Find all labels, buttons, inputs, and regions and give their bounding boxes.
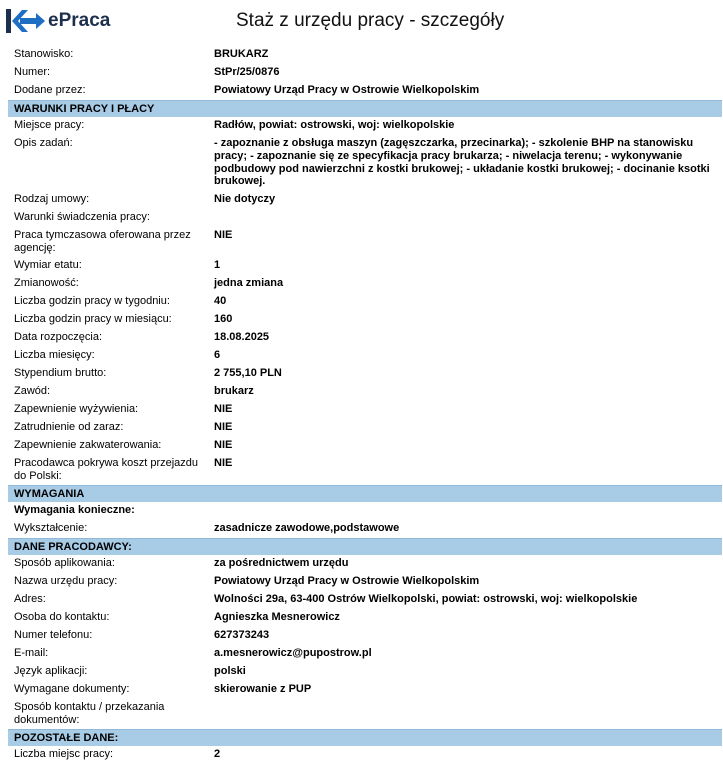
field-label: Liczba miejsc pracy: bbox=[14, 748, 114, 760]
field-label: Liczba miesięcy: bbox=[14, 349, 95, 361]
logo-text: ePraca bbox=[48, 10, 111, 31]
field-value: skierowanie z PUP bbox=[214, 683, 312, 695]
field-value: NIE bbox=[214, 439, 233, 451]
row-zmianowosc bbox=[8, 275, 722, 293]
field-label: Sposób kontaktu / przekazania dokumentów: bbox=[14, 701, 165, 726]
field-value: 2 bbox=[214, 748, 221, 760]
field-value: StPr/25/0876 bbox=[214, 66, 280, 78]
row-numer bbox=[8, 64, 722, 82]
field-label: Stypendium brutto: bbox=[14, 367, 107, 379]
field-label: Osoba do kontaktu: bbox=[14, 611, 110, 623]
row-liczba-miesiecy bbox=[8, 347, 722, 365]
row-godziny-tydzien bbox=[8, 293, 722, 311]
field-value: 6 bbox=[214, 349, 221, 361]
field-value: 627373243 bbox=[214, 629, 270, 641]
field-value: - zapoznanie z obsługa maszyn (zagęszczarka, przecinarka); - szkolenie BHP na stanowisku pracy; - zapoznanie się ze specyfikacja pracy brukarza; - niwelacja terenu; - wykonywanie podbudowy pod nawierzchni z kostki brukowej; - układanie kostki brukowej; - docinanie ksotki brukowej. bbox=[214, 137, 710, 188]
field-value: Powiatowy Urząd Pracy w Ostrowie Wielkopolskim bbox=[214, 84, 480, 96]
field-value: za pośrednictwem urzędu bbox=[214, 557, 349, 569]
row-zatrudnienie-od-zaraz bbox=[8, 419, 722, 437]
field-label: Miejsce pracy: bbox=[14, 119, 85, 131]
field-label: Liczba godzin pracy w tygodniu: bbox=[14, 295, 170, 307]
field-value: polski bbox=[214, 665, 246, 677]
field-value: zasadnicze zawodowe,podstawowe bbox=[214, 522, 400, 534]
field-value: Agnieszka Mesnerowicz bbox=[214, 611, 340, 623]
row-dodane-przez bbox=[8, 82, 722, 100]
field-label: E-mail: bbox=[14, 647, 49, 659]
field-label: Zmianowość: bbox=[14, 277, 79, 289]
field-value: 1 bbox=[214, 259, 221, 271]
field-label: Zapewnienie zakwaterowania: bbox=[14, 439, 162, 451]
offer-details bbox=[8, 46, 722, 764]
row-wyksztalcenie bbox=[8, 520, 722, 538]
epraca-logo-icon bbox=[6, 8, 46, 34]
field-label: Liczba godzin pracy w miesiącu: bbox=[14, 313, 172, 325]
row-stypendium bbox=[8, 365, 722, 383]
field-label: Zawód: bbox=[14, 385, 51, 397]
field-value: NIE bbox=[214, 403, 233, 415]
field-value: Wolności 29a, 63-400 Ostrów Wielkopolski, powiat: ostrowski, woj: wielkopolskie bbox=[214, 593, 638, 605]
field-label: Wymagane dokumenty: bbox=[14, 683, 130, 695]
field-value: NIE bbox=[214, 229, 233, 241]
field-label: Sposób aplikowania: bbox=[14, 557, 115, 569]
field-value: 18.08.2025 bbox=[214, 331, 270, 343]
row-sposob-kontaktu bbox=[8, 699, 722, 729]
field-label: Wymiar etatu: bbox=[14, 259, 82, 271]
field-label: Praca tymczasowa oferowana przez agencję: bbox=[14, 229, 191, 254]
row-jezyk bbox=[8, 663, 722, 681]
section-header-wymagania: WYMAGANIA bbox=[8, 485, 722, 502]
field-value: 40 bbox=[214, 295, 227, 307]
field-label: Stanowisko: bbox=[14, 48, 74, 60]
section-header-warunki: WARUNKI PRACY I PŁACY bbox=[8, 100, 722, 117]
field-label: Język aplikacji: bbox=[14, 665, 88, 677]
field-label: Nazwa urzędu pracy: bbox=[14, 575, 118, 587]
row-praca-tymczasowa bbox=[8, 227, 722, 257]
row-sposob-aplikowania bbox=[8, 555, 722, 573]
section-header-pozostale: POZOSTAŁE DANE: bbox=[8, 729, 722, 746]
field-value: 2 755,10 PLN bbox=[214, 367, 282, 379]
field-label: Numer: bbox=[14, 66, 51, 78]
field-value: NIE bbox=[214, 457, 233, 469]
field-label: Zapewnienie wyżywienia: bbox=[14, 403, 139, 415]
row-zakwaterowanie bbox=[8, 437, 722, 455]
row-opis-zadan bbox=[8, 135, 722, 191]
epraca-logo[interactable] bbox=[6, 8, 116, 36]
field-value: Radłów, powiat: ostrowski, woj: wielkopolskie bbox=[214, 119, 455, 131]
row-wymagania-konieczne bbox=[8, 502, 722, 520]
field-value: NIE bbox=[214, 421, 233, 433]
field-value: brukarz bbox=[214, 385, 254, 397]
field-label: Wykształcenie: bbox=[14, 522, 88, 534]
field-value: Nie dotyczy bbox=[214, 193, 276, 205]
row-telefon bbox=[8, 627, 722, 645]
page-title: Staż z urzędu pracy - szczegóły bbox=[236, 10, 505, 31]
field-value: BRUKARZ bbox=[214, 48, 269, 60]
field-label: Opis zadań: bbox=[14, 137, 73, 149]
row-miejsce-pracy bbox=[8, 117, 722, 135]
row-liczba-miejsc bbox=[8, 746, 722, 764]
field-label: Dodane przez: bbox=[14, 84, 86, 96]
email-link[interactable]: a.mesnerowicz@pupostrow.pl bbox=[214, 647, 372, 659]
row-nazwa-urzedu bbox=[8, 573, 722, 591]
row-koszt-przejazdu bbox=[8, 455, 722, 485]
row-wymiar-etatu bbox=[8, 257, 722, 275]
row-wymagane-dokumenty bbox=[8, 681, 722, 699]
field-label: Adres: bbox=[14, 593, 46, 605]
field-label: Warunki świadczenia pracy: bbox=[14, 211, 150, 223]
field-label: Data rozpoczęcia: bbox=[14, 331, 103, 343]
field-value: 160 bbox=[214, 313, 233, 325]
subheading: Wymagania konieczne: bbox=[14, 504, 135, 516]
section-header-pracodawca: DANE PRACODAWCY: bbox=[8, 538, 722, 555]
field-value: Powiatowy Urząd Pracy w Ostrowie Wielkopolskim bbox=[214, 575, 480, 587]
field-label: Pracodawca pokrywa koszt przejazdu do Polski: bbox=[14, 457, 199, 482]
field-label: Rodzaj umowy: bbox=[14, 193, 90, 205]
row-zawod bbox=[8, 383, 722, 401]
field-label: Numer telefonu: bbox=[14, 629, 93, 641]
field-label: Zatrudnienie od zaraz: bbox=[14, 421, 124, 433]
page-header bbox=[0, 0, 723, 44]
row-adres bbox=[8, 591, 722, 609]
row-godziny-miesiac bbox=[8, 311, 722, 329]
row-wyzywienie bbox=[8, 401, 722, 419]
field-value: jedna zmiana bbox=[214, 277, 284, 289]
row-rodzaj-umowy bbox=[8, 191, 722, 209]
row-stanowisko bbox=[8, 46, 722, 64]
row-email bbox=[8, 645, 722, 663]
row-osoba-kontakt bbox=[8, 609, 722, 627]
row-warunki-swiadczenia bbox=[8, 209, 722, 227]
row-data-rozpoczecia bbox=[8, 329, 722, 347]
